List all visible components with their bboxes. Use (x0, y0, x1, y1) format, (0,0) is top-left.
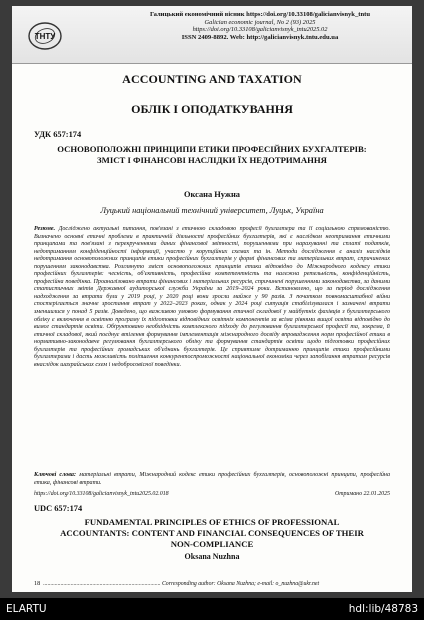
received-date: Отримано 22.01.2025 (335, 491, 390, 497)
repository-label[interactable]: ELARTU (6, 603, 47, 615)
corresponding-author: Corresponding author: Oksana Nuzhna; e-mail: o_nuzhna@ukr.net (161, 581, 320, 587)
journal-issue-line: Galician economic journal, No 2 (93) 2025 (204, 18, 316, 26)
keywords-text: матеріальні втрати, Міжнародний кодекс етики професійних бухгалтерів, основоположні принципи, професійна етика, фінансові втрати. (34, 472, 390, 486)
abstract-ukrainian (34, 226, 390, 470)
section-heading-ukrainian: ОБЛІК І ОПОДАТКУВАННЯ (131, 102, 293, 116)
journal-name-line: Галицький економічний вісник https://doi.org/10.33108/galicianvisnyk_tntu (150, 11, 370, 18)
journal-issue-doi-line: https://doi.org/10.33108/galicianvisnyk_tntu2025.02 (192, 26, 328, 34)
viewer-bottom-bar (0, 598, 424, 620)
article-title-ukrainian: ОСНОВОПОЛОЖНІ ПРИНЦИПИ ЕТИКИ ПРОФЕСІЙНИХ БУХГАЛТЕРІВ: ЗМІСТ І ФІНАНСОВІ НАСЛІДКИ ЇХ НЕДОТРИМАННЯ (57, 144, 367, 165)
handle-identifier[interactable]: hdl:lib/48783 (348, 603, 418, 615)
section-heading-english: ACCOUNTING AND TAXATION (122, 72, 302, 86)
udc-code: UDC 657:174 (34, 504, 83, 513)
journal-header-banner (12, 6, 412, 64)
abstract-text: Досліджено актуальні питання, пов'язані з етичною складовою професії бухгалтера та її соціальною спрямованістю. Визначено основні етичні проблеми в практичній діяльності професійних бухгалтерів, які є наслідком неотримання етичними принципами та пов'язані з перекрученнями даних фінансової звітності, порушеннями при нарахуванні та сплаті податків, недотриманням конфіденційності інформації, участю у корупційних схемах та ін. Методи дослідження є аналіз наслідків недотримання основоположних принципів етики професійних бухгалтерів у формі фінансових та матеріальних втрат, спричинених порушенням законодавства. Розглянуто зміст основоположних принципів етики відповідно до Міжнародного кодексу етики професійних бухгалтерів: чесність, об'єктивність, професійна компетентність та належна ретельність, конфіденційність, професійна поведінка. Проаналізовано втрати фінансових і матеріальних ресурсів, спричинені порушеннями законодавства, за даними статистичних звітів Державної аудиторської служби України за 2019–2024 роки. Встановлено, що за період дослідження надходження за втрати були у 2019 році, у 2020 році вони зросли майже у 90 разів. З початком повномасштабної війни спостерігається значне зростання втрат у 2022–2023 роках, однак у 2024 році ситуація стабілізувалася і зазначені втрати зменшилися у понад 5 разів. Доведено, що важливою умовою формування етичної складової у майбутніх фахівців з бухгалтерського обліку є включення в освітню програму їх підготовки відповідних освітніх компонентів за всіма рівнями вищої освіти відповідно до вимог стандартів освіти. Обґрунтовано необхідність комплексного підходу до регулювання бухгалтерської професії та, зокрема, її етичної складової, який поєднує втілення формування імплементація міжнародного досвіду впровадження норм професійної етики в нормативно-законодавче регулювання бухгалтерського обліку та формування стандартів освіти щодо підготовки професійних бухгалтерів та професійних громадських об'єднань бухгалтерів. Це сприятиме дотриманню принципів етики професійними бухгалтерами і дасть можливість поліпшення конкурентоспроможності національної економіки через запобігання втратам ресурсів внаслідок шахрайських схем і недобросовісної поведінки. (34, 226, 390, 368)
article-doi-link[interactable]: https://doi.org/10.33108/galicianvisnyk_tntu2025.02.018 (34, 491, 169, 497)
udk-code: УДК 657:174 (34, 130, 82, 139)
abstract-label: Резюме. (34, 226, 56, 232)
author-name-ukrainian: Оксана Нужна (184, 190, 240, 199)
doi-row (34, 491, 390, 497)
keywords-ukrainian (34, 472, 390, 487)
page-footer: 18 ................................................................................. Corresponding author: Oksana Nuzhna; e-mail: o_nuzhna@ukr.net (34, 580, 320, 587)
affiliation-ukrainian: Луцький національний технічний університет, Луцьк, Україна (100, 206, 324, 215)
journal-issn-line: ISSN 2409-8892. Web: http://galicianvisnyk.tntu.edu.ua (181, 34, 339, 42)
keywords-label: Ключові слова: (34, 472, 77, 478)
logo-text: ТНТУ (34, 32, 56, 41)
journal-header-text (112, 11, 408, 42)
article-title-english: FUNDAMENTAL PRINCIPLES OF ETHICS OF PROFESSIONAL ACCOUNTANTS: CONTENT AND FINANCIAL CONSEQUENCES OF THEIR NON-COMPLIANCE (60, 517, 364, 549)
author-name-english: Oksana Nuzhna (184, 552, 240, 561)
document-page (12, 6, 412, 592)
page-number: 18 (34, 580, 41, 587)
university-logo-icon (28, 21, 62, 51)
